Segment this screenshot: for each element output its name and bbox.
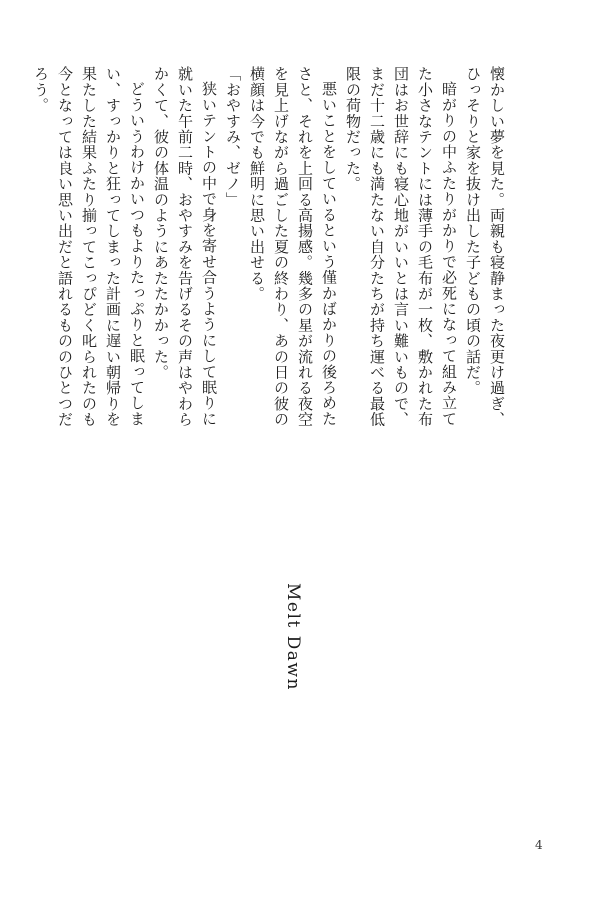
chapter-title: Melt Dawn xyxy=(283,583,303,691)
vertical-prose-block xyxy=(29,66,509,430)
paragraph-2: 暗がりの中ふたりがかりで必死になって組み立てた小さなテントには薄手の毛布が一枚、敷かれた布団はお世辞にも寝心地がいいとは言い難いもので、まだ十二歳にも満たない自分たちが持ち運べる最低限の荷物だった。 xyxy=(344,66,458,428)
paragraph-1: 懐かしい夢を見た。両親も寝静まった夜更け過ぎ、ひっそりと家を抜け出した子どもの頃の話だ。 xyxy=(464,66,506,428)
dialogue-line: 「おやすみ、ゼノ」 xyxy=(224,66,242,208)
page-number: 4 xyxy=(535,838,543,852)
paragraph-5: どういうわけかいつもよりたっぷりと眠ってしまい、すっかりと狂ってしまった計画に遅い朝帰りを果たした結果ふたり揃ってこっぴどく叱られたのも今となっては良い思い出だと語れるもののひとつだろう。 xyxy=(32,66,146,428)
paragraph-3: 悪いことをしているという僅かばかりの後ろめたさと、それを上回る高揚感。幾多の星が流れる夜空を見上げながら過ごした夏の終わり、あの日の彼の横顔は今でも鮮明に思い出せる。 xyxy=(248,66,338,428)
paragraph-4: 狭いテントの中で身を寄せ合うようにして眠りに就いた午前二時、おやすみを告げるその声はやわらかくて、彼の体温のようにあたたかかった。 xyxy=(152,66,218,428)
